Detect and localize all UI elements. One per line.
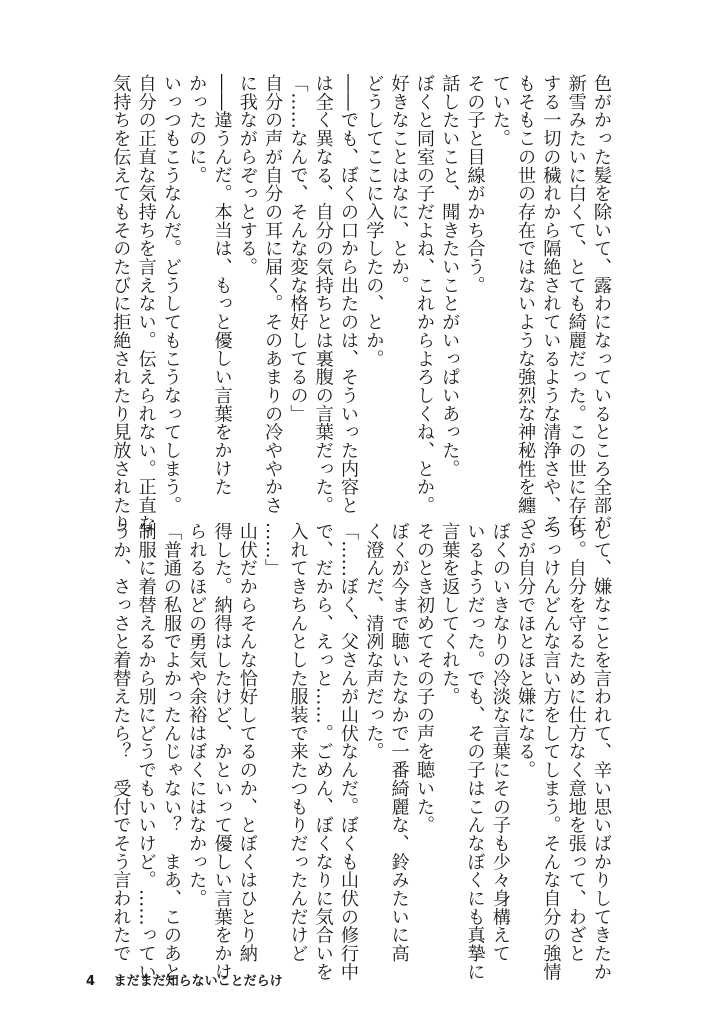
- text-line: に我ながらぞっとする。: [236, 74, 258, 276]
- text-block-bottom: [108, 522, 614, 981]
- text-line: 「……ぼく、父さんが山伏なんだ。ぼくも山伏の修行中: [338, 522, 360, 981]
- text-line: つっけんどんな言い方をしてしまう。そんな自分の強情: [540, 522, 562, 981]
- page-footer: [86, 970, 283, 989]
- text-line: 好きなことはなに、とか。: [388, 74, 410, 295]
- text-line: ていた。: [489, 74, 511, 148]
- text-line: いっつもこうなんだ。どうしてもこうなってしまう。: [160, 74, 182, 515]
- text-line: 新雪みたいに白くて、とても綺麗だった。この世に存在: [565, 74, 587, 533]
- page-number: 4: [86, 974, 96, 989]
- text-line: 「普通の私服でよかったんじゃない？ まあ、このあと: [160, 522, 182, 981]
- text-line: そのとき初めてその子の声を聴いた。: [413, 522, 435, 834]
- text-line: 制服に着替えるから別にどうでもいいけど。……ってい: [135, 522, 157, 981]
- text-line: ぼくが今まで聴いたなかで一番綺麗な、鈴みたいに高: [388, 522, 410, 963]
- text-line: かったのに。: [186, 74, 208, 185]
- text-line: ら。自分を守るために仕方なく意地を張って、わざと: [565, 522, 587, 963]
- text-line: どうしてここに入学したの、とか。: [363, 74, 385, 368]
- text-line: ぼくのいきなりの冷淡な言葉にその子も少々身構えて: [489, 522, 511, 963]
- text-line: 入れてきちんとした服装で来たつもりだったんだけど: [287, 522, 309, 963]
- text-line: うか、さっさと着替えたら？ 受付でそう言われたで: [110, 522, 132, 963]
- text-line: られるほどの勇気や余裕はぼくにはなかった。: [186, 522, 208, 908]
- text-line: ――違うんだ。本当は、もっと優しい言葉をかけた: [211, 74, 233, 497]
- text-line: 色がかった髪を除いて、露わになっているところ全部が: [591, 74, 612, 533]
- text-block-top: [108, 74, 614, 533]
- chapter-title: まだまだ知らないことだらけ: [113, 974, 283, 989]
- text-line: 気持ちを伝えてもそのたびに拒絶されたり見放されたり: [110, 74, 132, 533]
- text-line: もそもこの世の存在ではないような強烈な神秘性を纏っ: [515, 74, 537, 533]
- text-line: いるようだった。でも、その子はこんなぼくにも真摯に: [464, 522, 486, 981]
- text-line: は全く異なる、自分の気持ちとは裏腹の言葉だった。: [312, 74, 334, 515]
- text-line: ……」: [262, 522, 284, 578]
- text-line: く澄んだ、清冽な声だった。: [363, 522, 385, 761]
- text-line: 「……なんで、そんな変な格好してるの」: [287, 74, 309, 423]
- text-line: 話したいこと、聞きたいことがいっぱいあった。: [439, 74, 461, 478]
- text-line: して、嫌なことを言われて、辛い思いばかりしてきたか: [591, 522, 612, 981]
- text-line: ぼくと同室の子だよね、これからよろしくね、とか。: [413, 74, 435, 515]
- text-line: 自分の正直な気持ちを言えない。伝えられない。正直な: [135, 74, 157, 533]
- text-line: 山伏だからそんな恰好してるのか、とぼくはひとり納: [236, 522, 258, 963]
- text-line: さが自分でほとほと嫌になる。: [515, 522, 537, 779]
- text-line: 自分の声が自分の耳に届く。そのあまりの冷ややかさ: [262, 74, 284, 515]
- text-line: 得した。納得はしたけど、かといって優しい言葉をかけ: [211, 522, 233, 981]
- text-line: で、だから、えっと……。ごめん、ぼくなりに気合いを: [312, 522, 334, 981]
- text-line: その子と目線がかち合う。: [464, 74, 486, 295]
- text-line: する一切の穢れから隔絶されているような清浄さや、そ: [540, 74, 562, 533]
- text-line: 言葉を返してくれた。: [439, 522, 461, 706]
- text-line: ――でも、ぼくの口から出たのは、そういった内容と: [338, 74, 360, 515]
